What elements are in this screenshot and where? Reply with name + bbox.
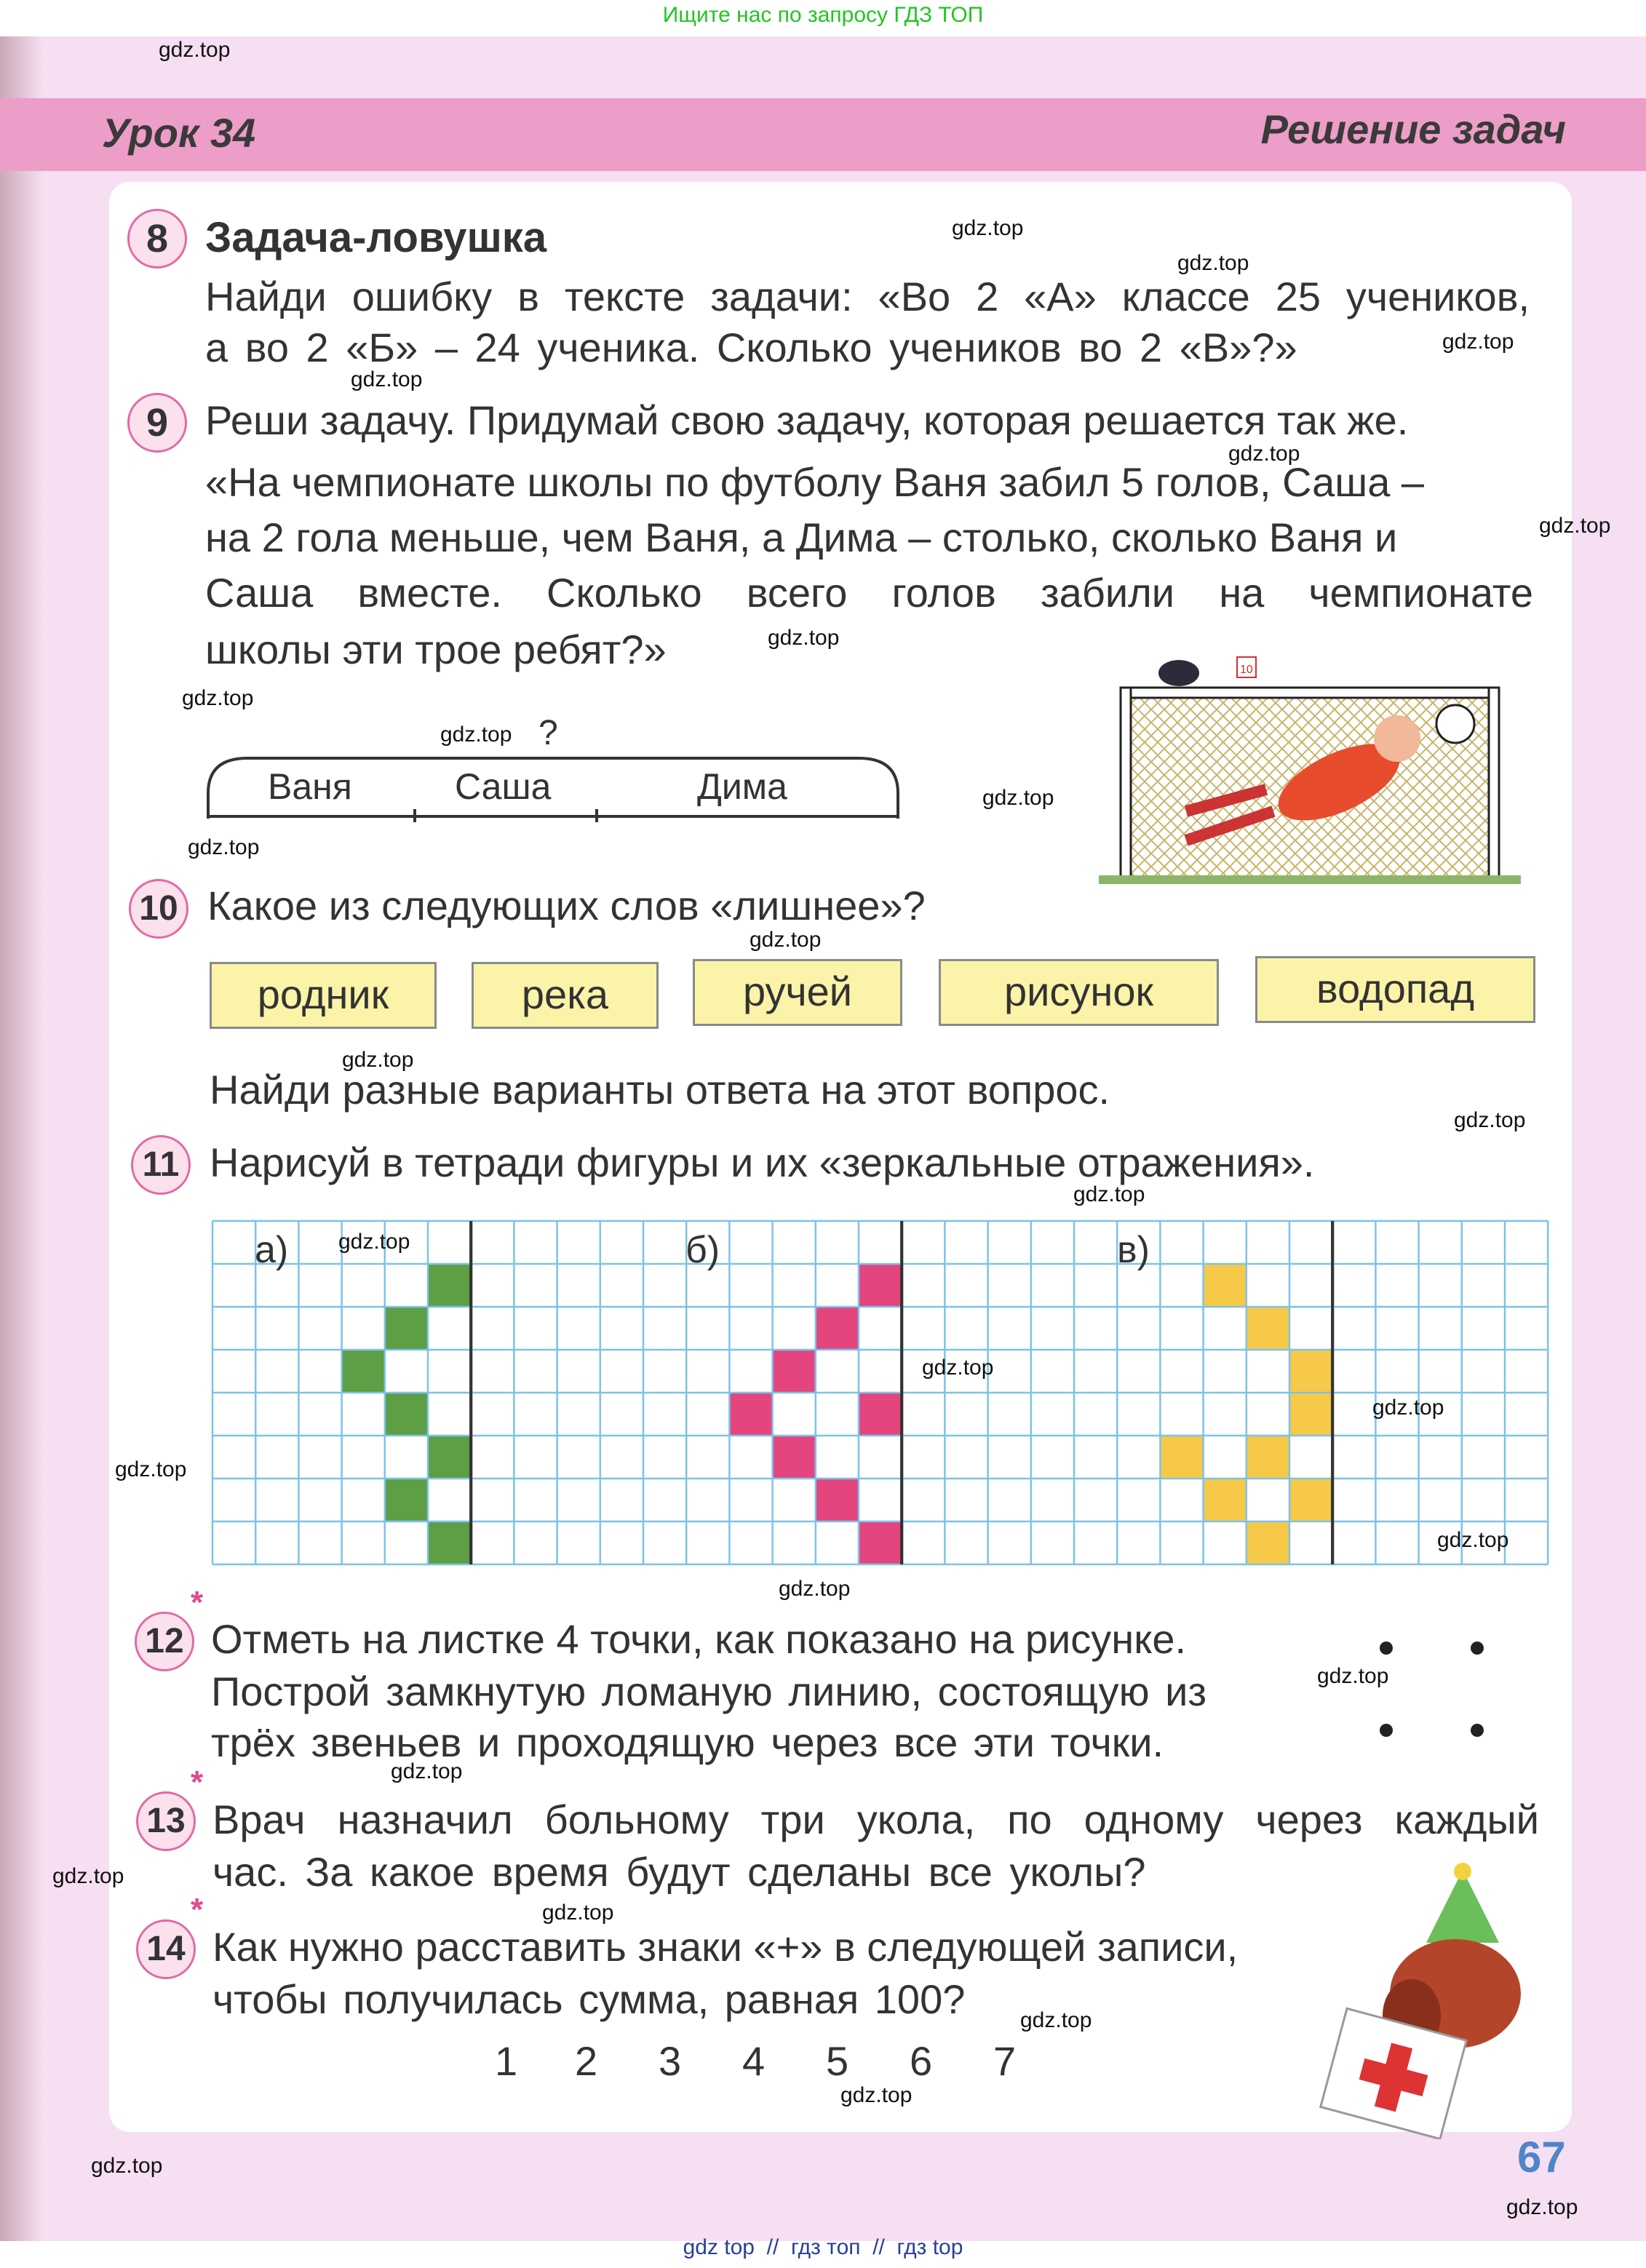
filled-cell-a	[385, 1479, 428, 1521]
filled-cell-c	[1289, 1393, 1332, 1436]
watermark: gdz.top	[440, 723, 512, 747]
task12-line: Отметь на листке 4 точки, как показано на рисунке.	[211, 1616, 1187, 1662]
task-number-8: 8	[127, 209, 187, 268]
watermark: gdz.top	[768, 626, 840, 650]
task-number-9: 9	[127, 393, 187, 453]
watermark: gdz.top	[952, 216, 1024, 240]
task13-star: *	[191, 1764, 204, 1800]
digit: 3	[659, 2038, 682, 2084]
digit: 6	[910, 2038, 933, 2084]
task14-line: Как нужно расставить знаки «+» в следующей записи,	[212, 1924, 1239, 1970]
filled-cell-a	[428, 1264, 471, 1307]
task-number-14: 14	[136, 1919, 196, 1979]
segment-sasha: Саша	[455, 766, 552, 807]
task10-question: Какое из следующих слов «лишнее»?	[207, 883, 926, 928]
page-binding-edge	[0, 36, 44, 2241]
word-card: родник	[210, 962, 437, 1029]
grid-label-c: в)	[1117, 1229, 1150, 1271]
watermark: gdz.top	[188, 835, 260, 859]
task12-line: трёх звеньев и проходящую через все эти точки.	[211, 1719, 1164, 1765]
filled-cell-c	[1289, 1479, 1332, 1521]
watermark: gdz.top	[338, 1230, 410, 1254]
task9-line: на 2 гола меньше, чем Ваня, а Дима – столько, сколько Ваня и	[205, 514, 1398, 560]
filled-cell-a	[385, 1393, 428, 1436]
filled-cell-b	[859, 1521, 902, 1564]
watermark: gdz.top	[1506, 2195, 1578, 2219]
watermark: gdz.top	[1228, 442, 1300, 466]
task-number-12: 12	[135, 1612, 194, 1671]
task-number-10: 10	[129, 879, 188, 939]
task8-line: Найди ошибку в тексте задачи: «Во 2 «А» классе 25 учеников,	[205, 274, 1530, 319]
watermark: gdz.top	[1454, 1108, 1526, 1132]
watermark: gdz.top	[52, 1864, 124, 1888]
footer-links: gdz top // гдз топ // гдз top	[683, 2235, 963, 2259]
filled-cell-b	[859, 1393, 902, 1436]
filled-cell-b	[859, 1264, 902, 1307]
filled-cell-b	[729, 1393, 772, 1436]
task13-line: Врач назначил больному три укола, по одному через каждый	[212, 1797, 1539, 1842]
watermark: gdz.top	[342, 1048, 414, 1072]
watermark: gdz.top	[922, 1356, 994, 1380]
filled-cell-b	[773, 1436, 816, 1479]
watermark: gdz.top	[351, 367, 423, 391]
filled-cell-c	[1247, 1436, 1289, 1479]
task10-followup: Найди разные варианты ответа на этот вопрос.	[210, 1067, 1110, 1113]
filled-cell-c	[1204, 1479, 1247, 1521]
task-number-13: 13	[136, 1791, 196, 1851]
task14-line: чтобы получилась сумма, равная 100?	[212, 1976, 966, 2022]
watermark: gdz.top	[750, 928, 822, 952]
diagram-question: ?	[538, 714, 558, 752]
task9-line: «На чемпионате школы по футболу Ваня забил 5 голов, Саша –	[205, 459, 1425, 505]
filled-cell-c	[1247, 1307, 1289, 1350]
watermark: gdz.top	[542, 1901, 614, 1925]
dog-doctor-illustration	[1317, 1863, 1543, 2139]
filled-cell-c	[1289, 1350, 1332, 1393]
filled-cell-c	[1247, 1521, 1289, 1564]
word-card: ручей	[693, 959, 902, 1026]
page-number: 67	[1517, 2133, 1566, 2181]
watermark: gdz.top	[779, 1577, 851, 1601]
topic-title: Решение задач	[1260, 106, 1566, 152]
watermark: gdz.top	[840, 2083, 913, 2107]
watermark: gdz.top	[1020, 2008, 1092, 2032]
word-card: водопад	[1255, 956, 1535, 1023]
digit: 5	[826, 2038, 849, 2084]
watermark: gdz.top	[391, 1759, 463, 1783]
filled-cell-b	[816, 1307, 859, 1350]
digit: 2	[575, 2038, 598, 2084]
watermark: gdz.top	[159, 38, 231, 62]
top-banner: Ищите нас по запросу ГДЗ ТОП	[662, 3, 984, 27]
mirror-grid	[211, 1219, 1550, 1569]
grid-label-a: а)	[255, 1229, 289, 1271]
filled-cell-b	[816, 1479, 859, 1521]
filled-cell-c	[1204, 1264, 1247, 1307]
segment-vanya: Ваня	[268, 766, 352, 807]
lesson-title: Урок 34	[102, 110, 256, 156]
filled-cell-a	[428, 1521, 471, 1564]
task14-star: *	[191, 1892, 204, 1927]
grid-label-b: б)	[685, 1229, 720, 1271]
task11-text: Нарисуй в тетради фигуры и их «зеркальные отражения».	[210, 1139, 1315, 1185]
task12-star: *	[191, 1585, 204, 1620]
digit: 1	[495, 2038, 518, 2084]
task9-line: Саша вместе. Сколько всего голов забили на чемпионате	[205, 570, 1533, 616]
goal-sign-number: 10	[1240, 664, 1253, 676]
watermark: gdz.top	[91, 2154, 163, 2178]
watermark: gdz.top	[182, 686, 254, 710]
watermark: gdz.top	[1442, 330, 1514, 354]
digit: 7	[993, 2038, 1017, 2084]
filled-cell-b	[773, 1350, 816, 1393]
filled-cell-a	[385, 1307, 428, 1350]
task13-line: час. За какое время будут сделаны все уколы?	[212, 1849, 1146, 1895]
filled-cell-a	[342, 1350, 385, 1393]
watermark: gdz.top	[982, 786, 1054, 810]
watermark: gdz.top	[1177, 251, 1249, 275]
word-card: река	[472, 962, 659, 1029]
watermark: gdz.top	[1372, 1396, 1444, 1420]
digit: 4	[742, 2038, 766, 2084]
task12-line: Построй замкнутую ломаную линию, состоящую из	[211, 1668, 1207, 1714]
task-number-11: 11	[131, 1135, 191, 1195]
word-card: рисунок	[939, 959, 1219, 1026]
watermark: gdz.top	[1437, 1528, 1509, 1552]
watermark: gdz.top	[1317, 1664, 1389, 1688]
task9-line: школы эти трое ребят?»	[205, 626, 667, 672]
segment-dima: Дима	[697, 766, 787, 807]
football-goal-illustration	[1099, 644, 1521, 891]
watermark: gdz.top	[1539, 514, 1611, 538]
filled-cell-c	[1160, 1436, 1203, 1479]
watermark: gdz.top	[1073, 1182, 1145, 1206]
task8-title: Задача-ловушка	[205, 214, 547, 261]
task8-line: а во 2 «Б» – 24 ученика. Сколько учеников во 2 «В»?»	[205, 325, 1297, 370]
watermark: gdz.top	[115, 1457, 187, 1481]
filled-cell-a	[428, 1436, 471, 1479]
task9-line: Реши задачу. Придумай свою задачу, которая решается так же.	[205, 397, 1409, 443]
